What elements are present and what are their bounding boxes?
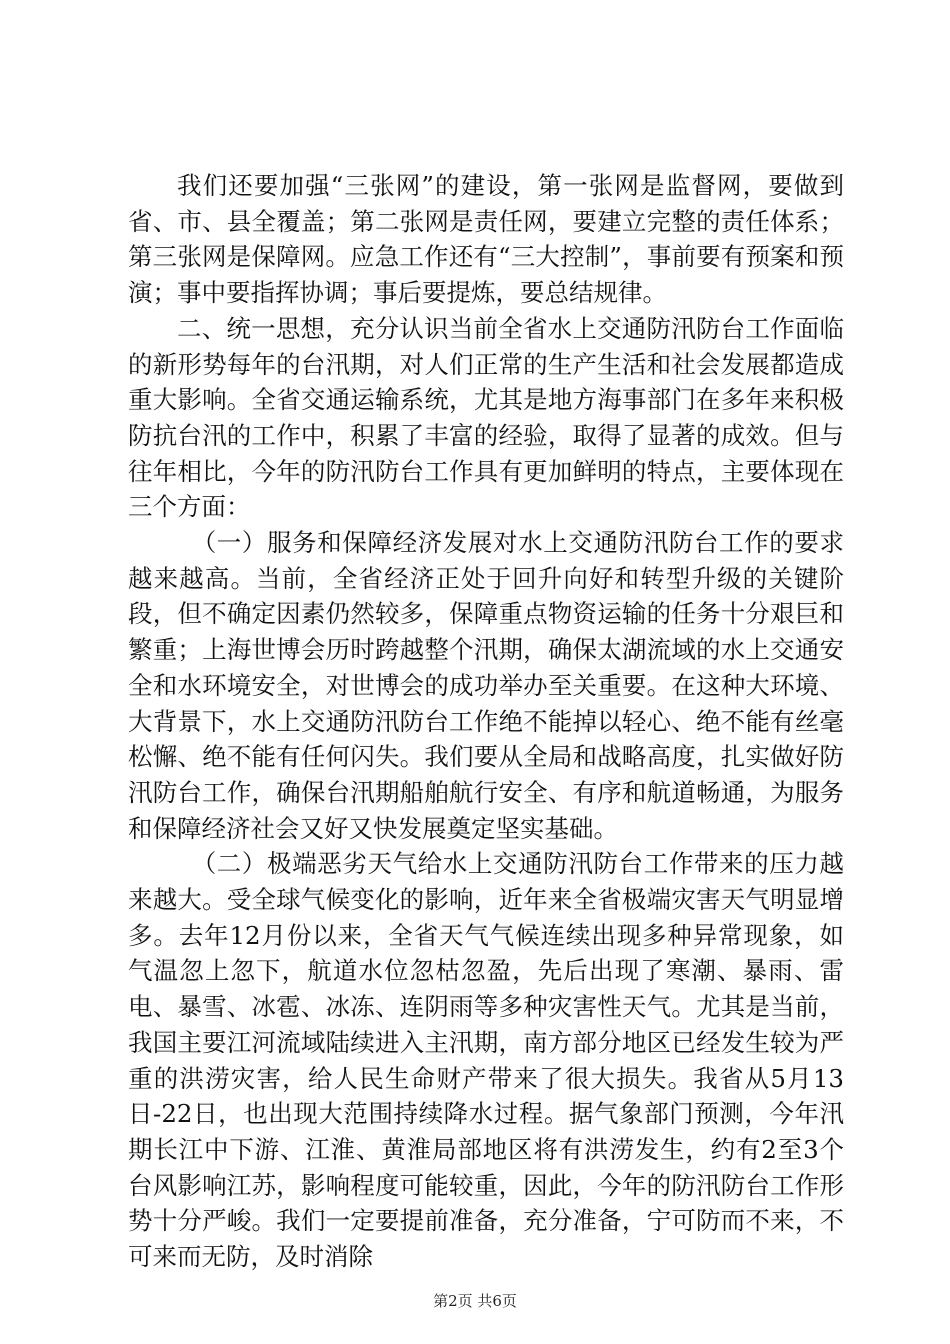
paragraph-section-two-heading: 二、统一思想，充分认识当前全省水上交通防汛防台工作面临的新形势每年的台汛期，对人们正常的生产生活和社会发展都造成重大影响。全省交通运输系统，尤其是地方海事部门在多年来积极防抗台汛的工作中，积累了丰富的经验，取得了显著的成效。但与往年相比，今年的防汛防台工作具有更加鲜明的特点，主要体现在三个方面： bbox=[128, 313, 844, 522]
paragraph-three-networks: 我们还要加强“三张网”的建设，第一张网是监督网，要做到省、市、县全覆盖；第二张网是责任网，要建立完整的责任体系；第三张网是保障网。应急工作还有“三大控制”，事前要有预案和预演；事中要指挥协调；事后要提炼，要总结规律。 bbox=[128, 171, 844, 308]
page-number-footer: 第2页 共6页 bbox=[433, 1292, 517, 1310]
document-body bbox=[128, 168, 844, 1275]
paragraph-point-two: （二）极端恶劣天气给水上交通防汛防台工作带来的压力越来越大。受全球气候变化的影响，近年来全省极端灾害天气明显增多。去年12月份以来，全省天气气候连续出现多种异常现象，如气温忽上忽下，航道水位忽枯忽盈，先后出现了寒潮、暴雨、雷电、暴雪、冰雹、冰冻、连阴雨等多种灾害性天气。尤其是当前，我国主要江河流域陆续进入主汛期，南方部分地区已经发生较为严重的洪涝灾害，给人民生命财产带来了很大损失。我省从5月13日-22日，也出现大范围持续降水过程。据气象部门预测，今年汛期长江中下游、江淮、黄淮局部地区将有洪涝发生，约有2至3个台风影响江苏，影响程度可能较重，因此，今年的防汛防台工作形势十分严峻。我们一定要提前准备，充分准备，宁可防而不来，不可来而无防，及时消除 bbox=[128, 849, 844, 1272]
paragraph-point-one: （一）服务和保障经济发展对水上交通防汛防台工作的要求越来越高。当前，全省经济正处于回升向好和转型升级的关键阶段，但不确定因素仍然较多，保障重点物资运输的任务十分艰巨和繁重；上海世博会历时跨越整个汛期，确保太湖流域的水上交通安全和水环境安全，对世博会的成功举办至关重要。在这种大环境、大背景下，水上交通防汛防台工作绝不能掉以轻心、绝不能有丝毫松懈、绝不能有任何闪失。我们要从全局和战略高度，扎实做好防汛防台工作，确保台汛期船舶航行安全、有序和航道畅通，为服务和保障经济社会又好又快发展奠定坚实基础。 bbox=[128, 528, 844, 843]
